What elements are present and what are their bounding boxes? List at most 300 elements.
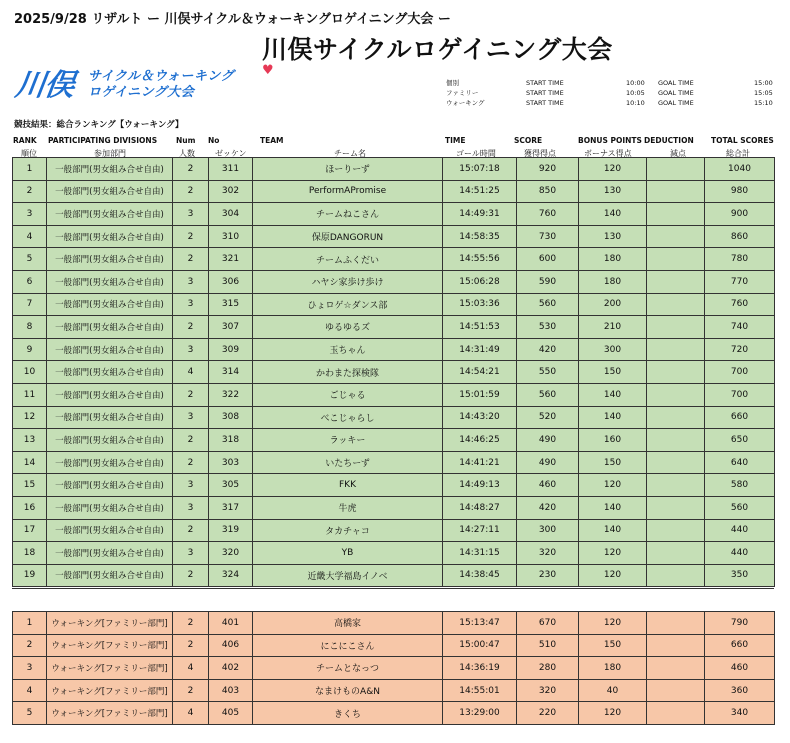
col-no-jp: ゼッケン xyxy=(215,149,247,158)
cell-division: 一般部門(男女組み合せ自由) xyxy=(47,225,173,248)
cell-deduction xyxy=(647,679,705,702)
cell-team: ハヤシ家歩け歩け xyxy=(253,270,443,293)
cell-team: チームねこさん xyxy=(253,203,443,226)
cell-team: 高橋家 xyxy=(253,612,443,635)
col-rank-en: RANK xyxy=(13,136,37,145)
cell-score: 850 xyxy=(517,180,579,203)
cell-no: 309 xyxy=(209,338,253,361)
schedule-category: ウォーキング xyxy=(446,99,485,107)
cell-division: 一般部門(男女組み合せ自由) xyxy=(47,158,173,181)
table-row xyxy=(13,451,775,474)
cell-total: 1040 xyxy=(705,158,775,181)
table-row xyxy=(13,180,775,203)
cell-no: 311 xyxy=(209,158,253,181)
cell-team: 玉ちゃん xyxy=(253,338,443,361)
cell-division: 一般部門(男女組み合せ自由) xyxy=(47,564,173,587)
cell-rank: 15 xyxy=(13,474,47,497)
cell-bonus: 140 xyxy=(579,519,647,542)
cell-score: 560 xyxy=(517,293,579,316)
event-logo xyxy=(13,63,296,103)
cell-time: 14:31:49 xyxy=(443,338,517,361)
cell-score: 490 xyxy=(517,429,579,452)
cell-no: 302 xyxy=(209,180,253,203)
cell-total: 790 xyxy=(705,612,775,635)
cell-time: 14:46:25 xyxy=(443,429,517,452)
cell-bonus: 150 xyxy=(579,634,647,657)
cell-no: 314 xyxy=(209,361,253,384)
cell-total: 560 xyxy=(705,496,775,519)
cell-division: ウォーキング[ファミリー部門] xyxy=(47,634,173,657)
col-total-jp: 総合計 xyxy=(726,149,750,158)
schedule-goal-label: GOAL TIME xyxy=(658,89,694,97)
logo-main-text: 川俣 xyxy=(13,68,76,103)
heart-icon: ♥ xyxy=(262,63,274,78)
cell-rank: 8 xyxy=(13,316,47,339)
cell-deduction xyxy=(647,338,705,361)
cell-rank: 13 xyxy=(13,429,47,452)
table-row xyxy=(13,429,775,452)
cell-time: 14:43:20 xyxy=(443,406,517,429)
cell-time: 14:54:21 xyxy=(443,361,517,384)
cell-num: 2 xyxy=(173,564,209,587)
cell-score: 490 xyxy=(517,451,579,474)
cell-division: 一般部門(男女組み合せ自由) xyxy=(47,270,173,293)
report-header-line: 2025/9/28 リザルト ー 川俣サイクル＆ウォーキングロゲイニング大会 ー xyxy=(14,12,451,27)
table-row xyxy=(13,657,775,680)
cell-total: 340 xyxy=(705,702,775,725)
cell-team: かわまた探検隊 xyxy=(253,361,443,384)
cell-num: 2 xyxy=(173,248,209,271)
cell-division: 一般部門(男女組み合せ自由) xyxy=(47,406,173,429)
cell-time: 15:03:36 xyxy=(443,293,517,316)
table-row xyxy=(13,474,775,497)
cell-time: 13:29:00 xyxy=(443,702,517,725)
cell-num: 3 xyxy=(173,474,209,497)
cell-rank: 4 xyxy=(13,679,47,702)
cell-no: 402 xyxy=(209,657,253,680)
cell-num: 4 xyxy=(173,702,209,725)
cell-no: 319 xyxy=(209,519,253,542)
schedule-category: ファミリー xyxy=(446,89,479,97)
cell-rank: 2 xyxy=(13,180,47,203)
cell-no: 322 xyxy=(209,383,253,406)
cell-division: 一般部門(男女組み合せ自由) xyxy=(47,248,173,271)
cell-deduction xyxy=(647,519,705,542)
col-num-jp: 人数 xyxy=(179,149,195,158)
schedule-goal: 15:00 xyxy=(754,79,773,87)
cell-rank: 4 xyxy=(13,225,47,248)
cell-rank: 1 xyxy=(13,612,47,635)
cell-score: 510 xyxy=(517,634,579,657)
cell-num: 4 xyxy=(173,361,209,384)
cell-division: 一般部門(男女組み合せ自由) xyxy=(47,203,173,226)
cell-time: 15:07:18 xyxy=(443,158,517,181)
schedule-goal: 15:10 xyxy=(754,99,773,107)
cell-score: 760 xyxy=(517,203,579,226)
cell-no: 401 xyxy=(209,612,253,635)
cell-time: 14:41:21 xyxy=(443,451,517,474)
col-num-en: Num xyxy=(176,136,196,145)
col-time-en: TIME xyxy=(445,136,466,145)
cell-team: なまけものA&N xyxy=(253,679,443,702)
col-bonus-jp: ボーナス得点 xyxy=(584,149,632,158)
cell-deduction xyxy=(647,542,705,565)
schedule-goal: 15:05 xyxy=(754,89,773,97)
cell-team: FKK xyxy=(253,474,443,497)
cell-team: 牛虎 xyxy=(253,496,443,519)
schedule-goal-label: GOAL TIME xyxy=(658,99,694,107)
cell-no: 324 xyxy=(209,564,253,587)
cell-deduction xyxy=(647,451,705,474)
cell-no: 304 xyxy=(209,203,253,226)
cell-total: 360 xyxy=(705,679,775,702)
cell-team: いたちーず xyxy=(253,451,443,474)
cell-no: 403 xyxy=(209,679,253,702)
cell-total: 780 xyxy=(705,248,775,271)
cell-bonus: 120 xyxy=(579,612,647,635)
schedule-start: 10:05 xyxy=(626,89,645,97)
cell-team: タカチャコ xyxy=(253,519,443,542)
cell-total: 700 xyxy=(705,383,775,406)
cell-total: 660 xyxy=(705,406,775,429)
cell-bonus: 140 xyxy=(579,406,647,429)
cell-num: 3 xyxy=(173,270,209,293)
cell-num: 2 xyxy=(173,429,209,452)
cell-team: ラッキー xyxy=(253,429,443,452)
schedule-start-label: START TIME xyxy=(526,99,564,107)
cell-team: にこにこさん xyxy=(253,634,443,657)
cell-num: 3 xyxy=(173,338,209,361)
table-row xyxy=(13,564,775,587)
cell-bonus: 150 xyxy=(579,361,647,384)
cell-team: YB xyxy=(253,542,443,565)
col-division-en: PARTICIPATING DIVISIONS xyxy=(48,136,158,145)
cell-time: 15:06:28 xyxy=(443,270,517,293)
cell-no: 310 xyxy=(209,225,253,248)
cell-rank: 12 xyxy=(13,406,47,429)
cell-team: ゆるゆるズ xyxy=(253,316,443,339)
cell-no: 315 xyxy=(209,293,253,316)
cell-num: 2 xyxy=(173,519,209,542)
cell-rank: 7 xyxy=(13,293,47,316)
cell-score: 920 xyxy=(517,158,579,181)
cell-time: 14:31:15 xyxy=(443,542,517,565)
cell-division: 一般部門(男女組み合せ自由) xyxy=(47,451,173,474)
cell-division: ウォーキング[ファミリー部門] xyxy=(47,612,173,635)
schedule-goal-label: GOAL TIME xyxy=(658,79,694,87)
cell-division: 一般部門(男女組み合せ自由) xyxy=(47,293,173,316)
table-row xyxy=(13,270,775,293)
cell-team: 近畿大学福島イノベ xyxy=(253,564,443,587)
cell-no: 405 xyxy=(209,702,253,725)
cell-score: 230 xyxy=(517,564,579,587)
cell-deduction xyxy=(647,406,705,429)
cell-division: 一般部門(男女組み合せ自由) xyxy=(47,474,173,497)
cell-score: 220 xyxy=(517,702,579,725)
cell-deduction xyxy=(647,293,705,316)
table-row xyxy=(13,406,775,429)
table-row xyxy=(13,338,775,361)
cell-rank: 11 xyxy=(13,383,47,406)
cell-rank: 5 xyxy=(13,248,47,271)
cell-deduction xyxy=(647,702,705,725)
cell-time: 14:51:25 xyxy=(443,180,517,203)
cell-bonus: 180 xyxy=(579,270,647,293)
cell-no: 321 xyxy=(209,248,253,271)
cell-num: 3 xyxy=(173,542,209,565)
cell-rank: 2 xyxy=(13,634,47,657)
cell-total: 660 xyxy=(705,634,775,657)
cell-team: PerformAPromise xyxy=(253,180,443,203)
cell-time: 14:27:11 xyxy=(443,519,517,542)
cell-team: べこじゃらし xyxy=(253,406,443,429)
col-no-en: No xyxy=(208,136,220,145)
cell-rank: 6 xyxy=(13,270,47,293)
cell-time: 14:55:56 xyxy=(443,248,517,271)
cell-bonus: 160 xyxy=(579,429,647,452)
cell-division: 一般部門(男女組み合せ自由) xyxy=(47,429,173,452)
cell-division: 一般部門(男女組み合せ自由) xyxy=(47,316,173,339)
cell-deduction xyxy=(647,429,705,452)
cell-bonus: 180 xyxy=(579,657,647,680)
table-row xyxy=(13,316,775,339)
cell-bonus: 130 xyxy=(579,180,647,203)
cell-score: 420 xyxy=(517,338,579,361)
table-row xyxy=(13,634,775,657)
cell-total: 740 xyxy=(705,316,775,339)
cell-bonus: 180 xyxy=(579,248,647,271)
cell-score: 670 xyxy=(517,612,579,635)
cell-rank: 10 xyxy=(13,361,47,384)
table-row xyxy=(13,679,775,702)
cell-num: 2 xyxy=(173,679,209,702)
cell-no: 308 xyxy=(209,406,253,429)
cell-rank: 19 xyxy=(13,564,47,587)
cell-score: 520 xyxy=(517,406,579,429)
cell-time: 15:00:47 xyxy=(443,634,517,657)
cell-num: 2 xyxy=(173,612,209,635)
schedule-start: 10:10 xyxy=(626,99,645,107)
cell-division: ウォーキング[ファミリー部門] xyxy=(47,657,173,680)
cell-deduction xyxy=(647,248,705,271)
cell-score: 280 xyxy=(517,657,579,680)
cell-deduction xyxy=(647,158,705,181)
col-total-en: TOTAL SCORES xyxy=(711,136,774,145)
cell-num: 3 xyxy=(173,496,209,519)
cell-deduction xyxy=(647,496,705,519)
cell-deduction xyxy=(647,180,705,203)
cell-deduction xyxy=(647,361,705,384)
cell-no: 317 xyxy=(209,496,253,519)
cell-team: チームとなっつ xyxy=(253,657,443,680)
cell-time: 14:38:45 xyxy=(443,564,517,587)
cell-bonus: 120 xyxy=(579,474,647,497)
section-gap-row xyxy=(12,588,774,612)
cell-score: 590 xyxy=(517,270,579,293)
cell-bonus: 130 xyxy=(579,225,647,248)
col-time-jp: ゴール時間 xyxy=(456,149,496,158)
cell-num: 2 xyxy=(173,316,209,339)
cell-team: きくち xyxy=(253,702,443,725)
col-team-jp: チーム名 xyxy=(334,149,366,158)
cell-time: 14:48:27 xyxy=(443,496,517,519)
cell-score: 460 xyxy=(517,474,579,497)
col-division-jp: 参加部門 xyxy=(94,149,126,158)
cell-no: 318 xyxy=(209,429,253,452)
cell-bonus: 210 xyxy=(579,316,647,339)
cell-num: 2 xyxy=(173,225,209,248)
general-results-table xyxy=(12,157,775,587)
cell-team: ひょロゲ☆ダンス部 xyxy=(253,293,443,316)
cell-num: 3 xyxy=(173,406,209,429)
cell-division: 一般部門(男女組み合せ自由) xyxy=(47,496,173,519)
table-row xyxy=(13,293,775,316)
cell-no: 307 xyxy=(209,316,253,339)
cell-division: ウォーキング[ファミリー部門] xyxy=(47,679,173,702)
cell-time: 14:55:01 xyxy=(443,679,517,702)
cell-no: 406 xyxy=(209,634,253,657)
cell-bonus: 140 xyxy=(579,496,647,519)
cell-total: 900 xyxy=(705,203,775,226)
cell-bonus: 300 xyxy=(579,338,647,361)
cell-score: 530 xyxy=(517,316,579,339)
cell-rank: 16 xyxy=(13,496,47,519)
table-row xyxy=(13,702,775,725)
cell-num: 2 xyxy=(173,451,209,474)
cell-deduction xyxy=(647,657,705,680)
cell-total: 440 xyxy=(705,542,775,565)
cell-division: 一般部門(男女組み合せ自由) xyxy=(47,383,173,406)
cell-division: 一般部門(男女組み合せ自由) xyxy=(47,338,173,361)
schedule-start: 10:00 xyxy=(626,79,645,87)
table-row xyxy=(13,158,775,181)
cell-num: 2 xyxy=(173,634,209,657)
cell-num: 3 xyxy=(173,293,209,316)
cell-bonus: 200 xyxy=(579,293,647,316)
table-row xyxy=(13,519,775,542)
col-deduction-jp: 減点 xyxy=(670,149,686,158)
col-rank-jp: 順位 xyxy=(21,149,37,158)
cell-total: 980 xyxy=(705,180,775,203)
cell-team: ほーりーず xyxy=(253,158,443,181)
cell-time: 14:51:53 xyxy=(443,316,517,339)
cell-total: 700 xyxy=(705,361,775,384)
family-results-table xyxy=(12,611,775,725)
cell-division: 一般部門(男女組み合せ自由) xyxy=(47,519,173,542)
table-row xyxy=(13,542,775,565)
cell-num: 2 xyxy=(173,158,209,181)
cell-num: 2 xyxy=(173,180,209,203)
col-bonus-en: BONUS POINTS xyxy=(578,136,642,145)
table-row xyxy=(13,203,775,226)
logo-line-2: ロゲイニング大会 xyxy=(88,85,195,100)
cell-no: 303 xyxy=(209,451,253,474)
cell-total: 440 xyxy=(705,519,775,542)
cell-num: 3 xyxy=(173,203,209,226)
table-row xyxy=(13,225,775,248)
cell-bonus: 140 xyxy=(579,383,647,406)
cell-deduction xyxy=(647,225,705,248)
cell-team: 保原DANGORUN xyxy=(253,225,443,248)
cell-deduction xyxy=(647,612,705,635)
col-score-en: SCORE xyxy=(514,136,543,145)
cell-deduction xyxy=(647,564,705,587)
table-row xyxy=(13,612,775,635)
cell-rank: 5 xyxy=(13,702,47,725)
logo-line-1: サイクル＆ウォーキング xyxy=(88,69,235,84)
cell-division: 一般部門(男女組み合せ自由) xyxy=(47,542,173,565)
col-score-jp: 獲得得点 xyxy=(524,149,556,158)
cell-score: 420 xyxy=(517,496,579,519)
cell-total: 760 xyxy=(705,293,775,316)
cell-total: 350 xyxy=(705,564,775,587)
cell-team: ごじゃる xyxy=(253,383,443,406)
table-row xyxy=(13,383,775,406)
cell-score: 320 xyxy=(517,679,579,702)
cell-total: 770 xyxy=(705,270,775,293)
cell-total: 640 xyxy=(705,451,775,474)
cell-num: 2 xyxy=(173,383,209,406)
cell-total: 460 xyxy=(705,657,775,680)
cell-score: 320 xyxy=(517,542,579,565)
cell-bonus: 120 xyxy=(579,702,647,725)
cell-total: 650 xyxy=(705,429,775,452)
cell-bonus: 150 xyxy=(579,451,647,474)
cell-score: 560 xyxy=(517,383,579,406)
cell-deduction xyxy=(647,270,705,293)
cell-total: 860 xyxy=(705,225,775,248)
cell-bonus: 120 xyxy=(579,158,647,181)
cell-no: 306 xyxy=(209,270,253,293)
cell-deduction xyxy=(647,203,705,226)
cell-rank: 3 xyxy=(13,657,47,680)
cell-score: 730 xyxy=(517,225,579,248)
cell-rank: 14 xyxy=(13,451,47,474)
cell-score: 600 xyxy=(517,248,579,271)
cell-rank: 9 xyxy=(13,338,47,361)
cell-deduction xyxy=(647,316,705,339)
cell-division: ウォーキング[ファミリー部門] xyxy=(47,702,173,725)
cell-time: 14:58:35 xyxy=(443,225,517,248)
cell-score: 300 xyxy=(517,519,579,542)
cell-total: 720 xyxy=(705,338,775,361)
cell-rank: 17 xyxy=(13,519,47,542)
table-row xyxy=(13,496,775,519)
cell-division: 一般部門(男女組み合せ自由) xyxy=(47,180,173,203)
table-row xyxy=(13,248,775,271)
col-team-en: TEAM xyxy=(260,136,284,145)
cell-time: 15:01:59 xyxy=(443,383,517,406)
cell-bonus: 120 xyxy=(579,564,647,587)
cell-rank: 18 xyxy=(13,542,47,565)
schedule-start-label: START TIME xyxy=(526,79,564,87)
page-title: 川俣サイクルロゲイニング大会 xyxy=(262,35,613,64)
cell-rank: 1 xyxy=(13,158,47,181)
cell-time: 14:49:13 xyxy=(443,474,517,497)
cell-deduction xyxy=(647,383,705,406)
cell-deduction xyxy=(647,474,705,497)
cell-deduction xyxy=(647,634,705,657)
col-deduction-en: DEDUCTION xyxy=(644,136,694,145)
schedule-start-label: START TIME xyxy=(526,89,564,97)
cell-time: 14:49:31 xyxy=(443,203,517,226)
cell-bonus: 140 xyxy=(579,203,647,226)
cell-num: 4 xyxy=(173,657,209,680)
cell-time: 14:36:19 xyxy=(443,657,517,680)
section-title: 競技結果：総合ランキング【ウォーキング】 xyxy=(14,120,184,130)
cell-bonus: 40 xyxy=(579,679,647,702)
cell-team: チームふくだい xyxy=(253,248,443,271)
